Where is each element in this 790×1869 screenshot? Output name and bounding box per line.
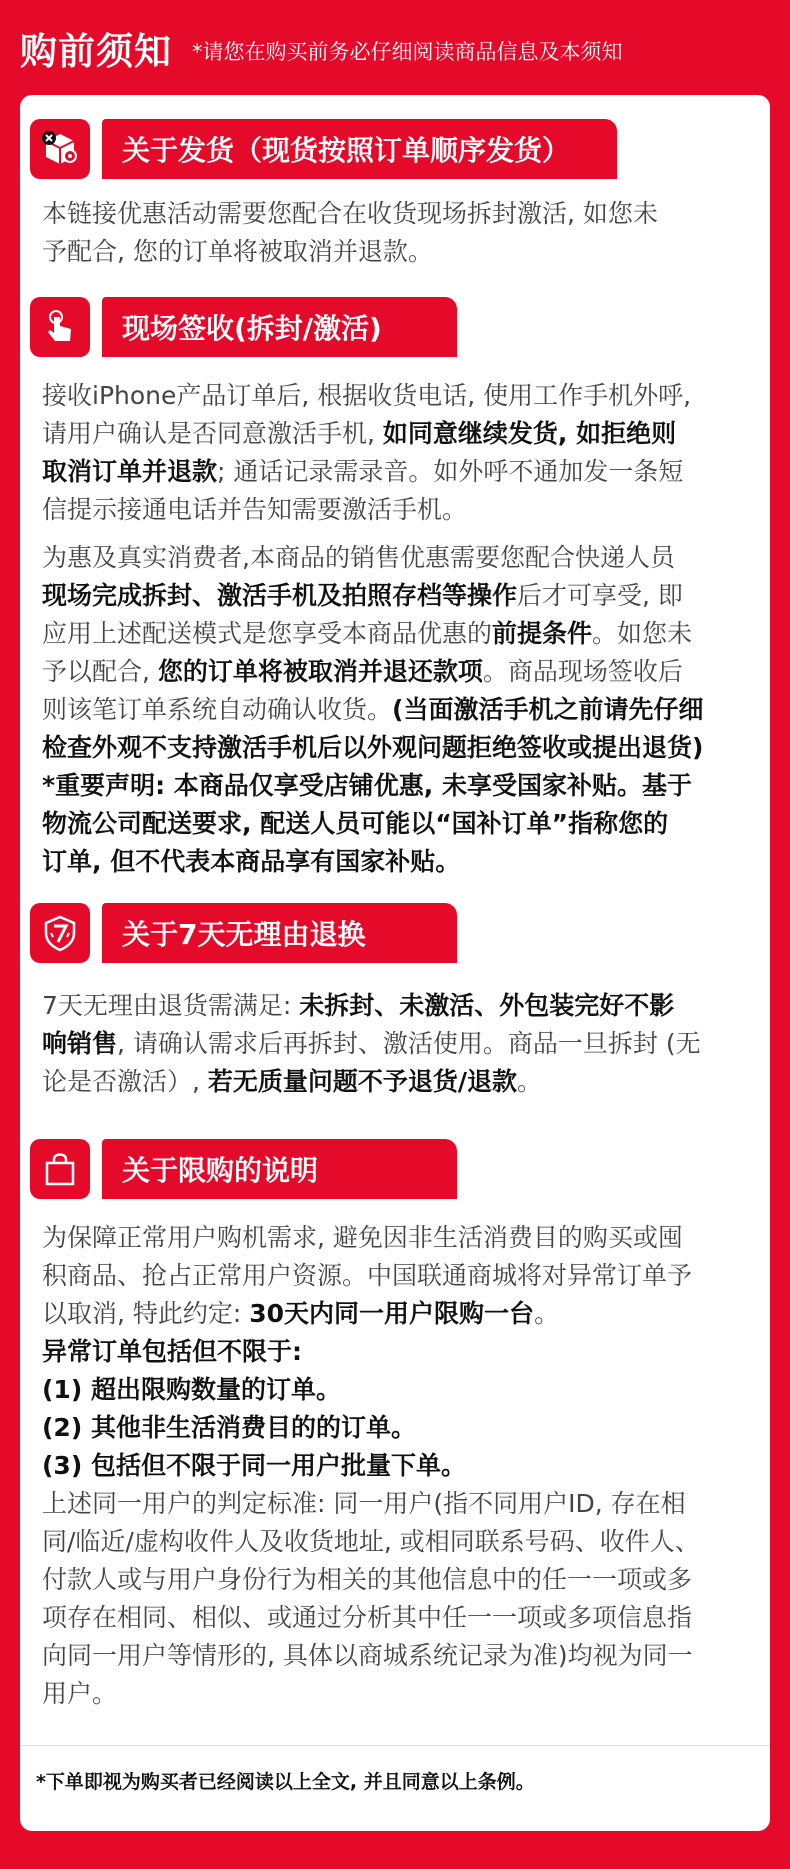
text-line: 接收iPhone产品订单后, 根据收货电话, 使用工作手机外呼, — [42, 381, 692, 410]
text-span: , 请确认需求后再拆封、激活使用。商品一旦拆封 (无 — [117, 1029, 701, 1058]
section-signing-text-1 — [42, 377, 748, 529]
text-span: 后才可享受, 即 — [517, 581, 683, 610]
section-returns-header — [30, 903, 770, 963]
text-line — [42, 691, 748, 729]
section-shipping-text — [42, 195, 748, 271]
text-span: 则该笔订单系统自动确认收货。 — [42, 695, 393, 724]
text-line — [42, 805, 748, 843]
text-line — [42, 615, 748, 653]
text-line — [42, 1295, 748, 1333]
text-line — [42, 729, 748, 767]
section-returns-text — [42, 987, 748, 1101]
text-line — [42, 1063, 748, 1101]
bold-text: (1) 超出限购数量的订单。 — [42, 1375, 341, 1404]
section-limit-title: 关于限购的说明 — [102, 1139, 457, 1199]
text-line: 项存在相同、相似、或通过分析其中任一一项或多项信息指 — [42, 1603, 693, 1632]
bold-text: 现场完成拆封、激活手机及拍照存档等操作 — [42, 581, 518, 610]
bold-text: 物流公司配送要求, 配送人员可能以“国补订单”指称您的 — [42, 809, 669, 838]
section-shipping-header — [30, 119, 770, 179]
text-line: 积商品、抢占正常用户资源。中国联通商城将对异常订单予 — [42, 1261, 693, 1290]
text-line — [42, 987, 748, 1025]
section-returns-title: 关于7天无理由退换 — [102, 903, 457, 963]
footer-note: *下单即视为购买者已经阅读以上全文, 并且同意以上条例。 — [36, 1771, 535, 1793]
bold-text: (3) 包括但不限于同一用户批量下单。 — [42, 1451, 466, 1480]
text-line: 为保障正常用户购机需求, 避免因非生活消费目的购买或囤 — [42, 1223, 683, 1252]
notice-card — [20, 95, 770, 1831]
text-line — [42, 1409, 748, 1447]
section-limit-text — [42, 1219, 748, 1713]
text-line — [42, 1333, 748, 1371]
section-limit-header — [30, 1139, 770, 1199]
page-title: 购前须知 — [20, 29, 172, 73]
bold-text: 前提条件 — [492, 619, 593, 648]
text-line — [42, 1447, 748, 1485]
text-line — [42, 767, 748, 805]
text-line: 予配合, 您的订单将被取消并退款。 — [42, 237, 433, 266]
section-signing-text-2 — [42, 539, 748, 881]
tap-hand-icon — [30, 297, 90, 357]
text-span: 以取消, 特此约定: — [42, 1299, 250, 1328]
text-span: 。 — [534, 1299, 560, 1328]
text-line: 用户。 — [42, 1679, 118, 1708]
bold-text: 若无质量问题不予退货/退款 — [207, 1067, 518, 1096]
text-span: 予以配合, — [42, 657, 158, 686]
shopping-bag-icon — [30, 1139, 90, 1199]
bold-text: 您的订单将被取消并退还款项 — [157, 657, 483, 686]
bold-text: 异常订单包括但不限于: — [42, 1337, 302, 1366]
package-location-icon — [30, 119, 90, 179]
text-span: 。商品现场签收后 — [482, 657, 683, 686]
section-shipping-title: 关于发货（现货按照订单顺序发货） — [102, 119, 617, 179]
text-line: 同/临近/虚构收件人及收货地址, 或相同联系号码、收件人、 — [42, 1527, 700, 1556]
text-line — [42, 1371, 748, 1409]
section-signing-header — [30, 297, 770, 357]
bold-text: 检查外观不支持激活手机后以外观问题拒绝签收或提出退货) — [42, 733, 704, 762]
text-line — [42, 1025, 748, 1063]
bold-text: 响销售 — [42, 1029, 118, 1058]
text-line — [42, 577, 748, 615]
text-line: 向同一用户等情形的, 具体以商城系统记录为准)均视为同一 — [42, 1641, 693, 1670]
bold-text: 如同意继续发货, 如拒绝则 — [382, 419, 677, 448]
text-line — [42, 415, 748, 453]
bold-text: (当面激活手机之前请先仔细 — [392, 695, 704, 724]
text-line: 本链接优惠活动需要您配合在收货现场拆封激活, 如您未 — [42, 199, 658, 228]
text-line: 上述同一用户的判定标准: 同一用户(指不同用户ID, 存在相 — [42, 1489, 686, 1518]
section-signing-title: 现场签收(拆封/激活) — [102, 297, 457, 357]
bold-text: *重要声明: 本商品仅享受店铺优惠, 未享受国家补贴。基于 — [42, 771, 692, 800]
text-span: 7天无理由退货需满足: — [42, 991, 300, 1020]
text-span: 。如您未 — [592, 619, 693, 648]
text-line — [42, 453, 748, 491]
seven-day-return-icon — [30, 903, 90, 963]
text-line — [42, 843, 748, 881]
text-line: 信提示接通电话并告知需要激活手机。 — [42, 495, 468, 524]
page-header — [0, 0, 790, 95]
text-span: 应用上述配送模式是您享受本商品优惠的 — [42, 619, 493, 648]
text-span: 。 — [517, 1067, 543, 1096]
bold-text: 订单, 但不代表本商品享有国家补贴。 — [42, 847, 461, 876]
bold-text: (2) 其他非生活消费目的的订单。 — [42, 1413, 416, 1442]
page-subtitle: *请您在购买前务必仔细阅读商品信息及本须知 — [192, 39, 623, 64]
divider — [20, 1745, 770, 1746]
text-span: 论是否激活）, — [42, 1067, 208, 1096]
text-span: 请用户确认是否同意激活手机, — [42, 419, 383, 448]
bold-text: 未拆封、未激活、外包装完好不影 — [299, 991, 675, 1020]
bold-text: 取消订单并退款 — [42, 457, 218, 486]
text-line — [42, 653, 748, 691]
text-line: 付款人或与用户身份行为相关的其他信息中的任一一项或多 — [42, 1565, 693, 1594]
bold-text: 30天内同一用户限购一台 — [249, 1299, 535, 1328]
text-line: 为惠及真实消费者,本商品的销售优惠需要您配合快递人员 — [42, 543, 675, 572]
text-span: ; 通话记录需录音。如外呼不通加发一条短 — [217, 457, 684, 486]
